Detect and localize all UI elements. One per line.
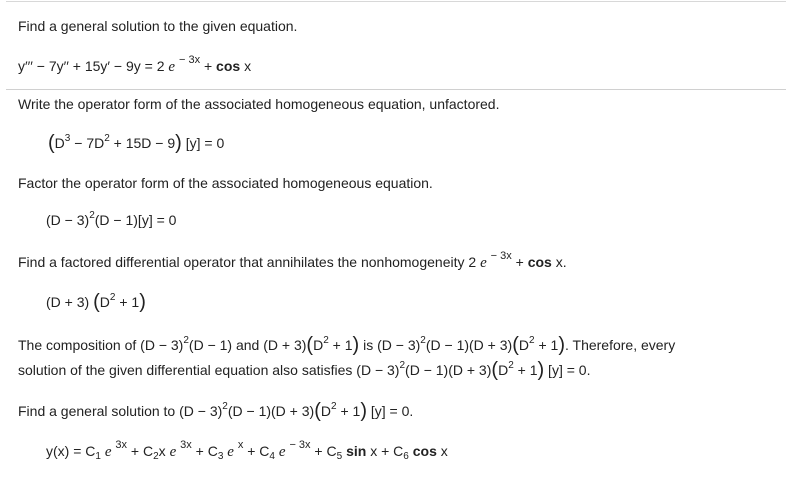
step5-prompt: [18, 402, 413, 420]
top-divider: [6, 1, 786, 2]
exp-power: x: [237, 439, 244, 451]
sin-function: sin: [346, 443, 367, 459]
exp-power: 3x: [115, 439, 128, 451]
open-paren: (: [512, 334, 519, 356]
constant-subscript: 2: [153, 451, 159, 462]
text-run: + C: [310, 443, 337, 459]
problem-prompt: Find a general solution to the given equation.: [18, 18, 298, 34]
exp-base: e: [104, 444, 112, 460]
answer-term: (D + 3): [46, 294, 90, 310]
cos-argument: x: [244, 58, 252, 74]
text-run: D: [518, 337, 529, 353]
exp-power: − 3x: [178, 54, 201, 66]
answer-term: − 7D: [70, 135, 105, 151]
text-run: Find a general solution to (D − 3): [18, 403, 223, 419]
given-equation: [18, 54, 252, 76]
equation-lhs: y′′′ − 7y′′ + 15y′ − 9y = 2: [18, 58, 165, 74]
answer-term: D: [99, 294, 110, 310]
step3-prompt: [18, 250, 567, 272]
exponent: 2: [420, 335, 426, 346]
exponent: 2: [222, 401, 228, 412]
exponent: 2: [399, 360, 406, 371]
text-run: . Therefore, every: [564, 337, 676, 353]
text-run: + 1: [534, 337, 559, 353]
text-run: [y] = 0.: [544, 362, 591, 378]
close-paren: ): [352, 334, 360, 356]
step1-answer: [48, 134, 224, 152]
answer-exponent: 3: [64, 133, 71, 144]
general-solution: [46, 439, 448, 462]
exp-base: e: [168, 59, 176, 75]
text-run: (D − 1)(D + 3): [425, 337, 513, 353]
step3-answer: [46, 293, 146, 311]
step2-answer: [46, 211, 176, 229]
text-run: solution of the given differential equation also satisfies (D − 3): [18, 362, 400, 378]
exp-power: 3x: [180, 439, 192, 451]
text-run: D: [320, 403, 331, 419]
answer-exponent: 2: [104, 133, 110, 144]
cos-function: cos: [216, 58, 241, 74]
section-divider: [6, 89, 786, 90]
answer-term: D: [54, 135, 65, 151]
text-run: (D − 1)(D + 3): [405, 362, 492, 378]
step4-line1: [18, 336, 675, 354]
text-run: is (D − 3): [359, 337, 421, 353]
text-run: + 1: [336, 403, 361, 419]
open-paren: (: [314, 400, 321, 422]
answer-exponent: 2: [109, 292, 116, 303]
close-paren: ): [139, 291, 146, 313]
constant-subscript: 6: [403, 451, 409, 462]
text-run: x: [436, 443, 448, 459]
close-paren: ): [558, 334, 565, 356]
close-paren: ): [175, 132, 182, 154]
exp-power: − 3x: [490, 250, 512, 262]
text-run: + C: [243, 443, 270, 459]
text-run: x: [158, 443, 166, 459]
answer-term: [y] = 0: [181, 135, 225, 151]
exp-base: e: [480, 255, 487, 271]
open-paren: (: [491, 359, 499, 381]
cos-function: cos: [527, 254, 552, 270]
text-run: + C: [127, 443, 154, 459]
constant-subscript: 3: [217, 451, 224, 462]
close-paren: ): [360, 400, 367, 422]
exponent: 2: [323, 335, 329, 346]
close-paren: ): [537, 359, 545, 381]
answer-term: (D − 1)[y] = 0: [94, 212, 177, 228]
answer-exponent: 2: [89, 210, 95, 221]
constant-subscript: 5: [336, 451, 343, 462]
text-run: The composition of (D − 3): [18, 337, 184, 353]
exponent: 2: [529, 335, 535, 346]
text-run: y(x) = C: [46, 443, 96, 459]
cos-argument: x.: [555, 254, 567, 270]
step4-line2: [18, 361, 590, 379]
text-run: D: [313, 337, 324, 353]
text-run: (D − 1)(D + 3): [227, 403, 315, 419]
open-paren: (: [306, 334, 314, 356]
text-run: + 1: [513, 362, 538, 378]
answer-term: + 1: [115, 294, 140, 310]
text-run: D: [498, 362, 509, 378]
answer-term: (D − 3): [46, 212, 90, 228]
constant-subscript: 4: [269, 451, 275, 462]
plus-sign: +: [515, 254, 524, 270]
exponent: 2: [331, 401, 337, 412]
exponent: 2: [183, 335, 189, 346]
text-run: [y] = 0.: [366, 403, 414, 419]
exponent: 2: [508, 360, 514, 371]
answer-term: + 15D − 9: [109, 135, 176, 151]
open-paren: (: [93, 291, 100, 313]
exp-power: − 3x: [289, 439, 311, 451]
text-run: (D − 1) and (D + 3): [188, 337, 307, 353]
step3-prompt-text: Find a factored differential operator that annihilates the nonhomogeneity 2: [18, 254, 477, 270]
text-run: + 1: [328, 337, 353, 353]
step2-prompt: Factor the operator form of the associated homogeneous equation.: [18, 175, 433, 191]
constant-subscript: 1: [95, 451, 101, 462]
exp-base: e: [227, 444, 234, 460]
plus-sign: +: [203, 58, 213, 74]
exp-base: e: [278, 444, 286, 460]
exp-base: e: [169, 444, 177, 460]
cos-function: cos: [412, 443, 437, 459]
step1-prompt: Write the operator form of the associated homogeneous equation, unfactored.: [18, 96, 500, 112]
open-paren: (: [48, 132, 55, 154]
text-run: x + C: [366, 443, 404, 459]
text-run: + C: [191, 443, 218, 459]
